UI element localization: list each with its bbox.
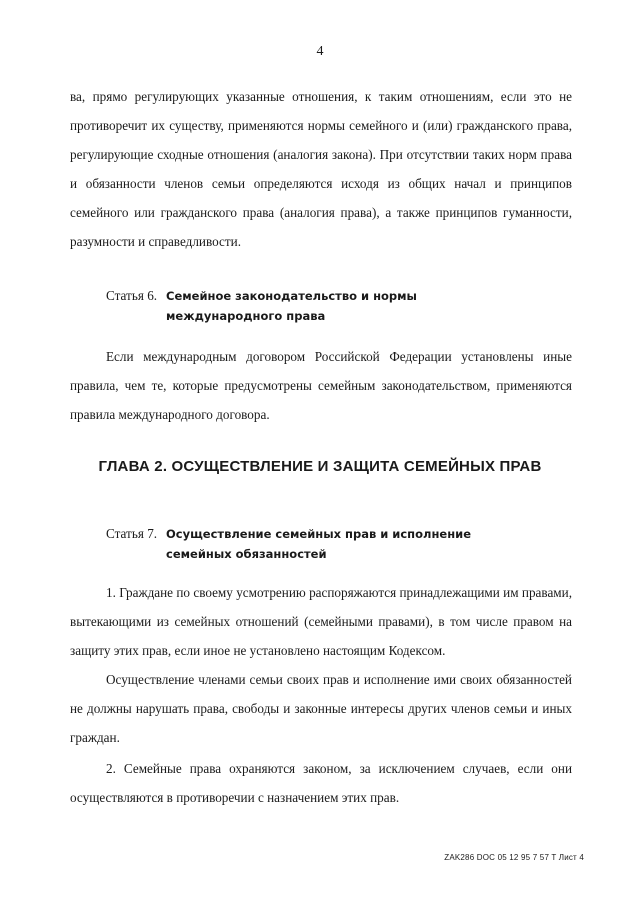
chapter-heading: ГЛАВА 2. ОСУЩЕСТВЛЕНИЕ И ЗАЩИТА СЕМЕЙНЫХ ПРАВ — [98, 458, 542, 475]
article-7-paragraph-1: 1. Граждане по своему усмотрению распоряжаются принадлежащими им правами, вытекающими из семейных отношений (семейными правами), в том числе правом на защиту этих прав, если иное не установлено настоящим Кодексом. — [70, 585, 572, 658]
page-number: 4 — [316, 44, 324, 59]
continuation-paragraph: ва, прямо регулирующих указанные отношения, к таким отношениям, если это не противоречит их существу, применяются нормы семейного и (или) гражданского права, регулирующие сходные отношения (аналогия закона). При отсутствии таких норм права и обязанности членов семьи определяются исходя из общих начал и принципов семейного или гражданского права (аналогия права), а также принципов гуманности, разумности и справедливости. — [70, 89, 572, 249]
article-6-heading — [106, 286, 417, 326]
article-7-heading — [106, 524, 471, 564]
article-6-title-line1: Семейное законодательство и нормы — [166, 289, 417, 303]
article-7-title-line2: семейных обязанностей — [166, 547, 327, 561]
article-6-label: Статья 6. — [106, 288, 158, 303]
article-7-paragraph-2: Осуществление членами семьи своих прав и исполнение ими своих обязанностей не должны нарушать права, свободы и законные интересы других членов семьи и иных граждан. — [70, 672, 572, 745]
document-footer: ZAK286 DOC 05 12 95 7 57 T Лист 4 — [444, 853, 584, 862]
article-6-title-line2: международного права — [166, 309, 326, 323]
article-7-label: Статья 7. — [106, 526, 158, 541]
article-7-title-line1: Осуществление семейных прав и исполнение — [166, 527, 472, 541]
article-6-text: Если международным договором Российской Федерации установлены иные правила, чем те, которые предусмотрены семейным законодательством, применяются правила международного договора. — [70, 349, 572, 422]
article-7-paragraph-3: 2. Семейные права охраняются законом, за исключением случаев, если они осуществляются в противоречии с назначением этих прав. — [70, 761, 572, 805]
